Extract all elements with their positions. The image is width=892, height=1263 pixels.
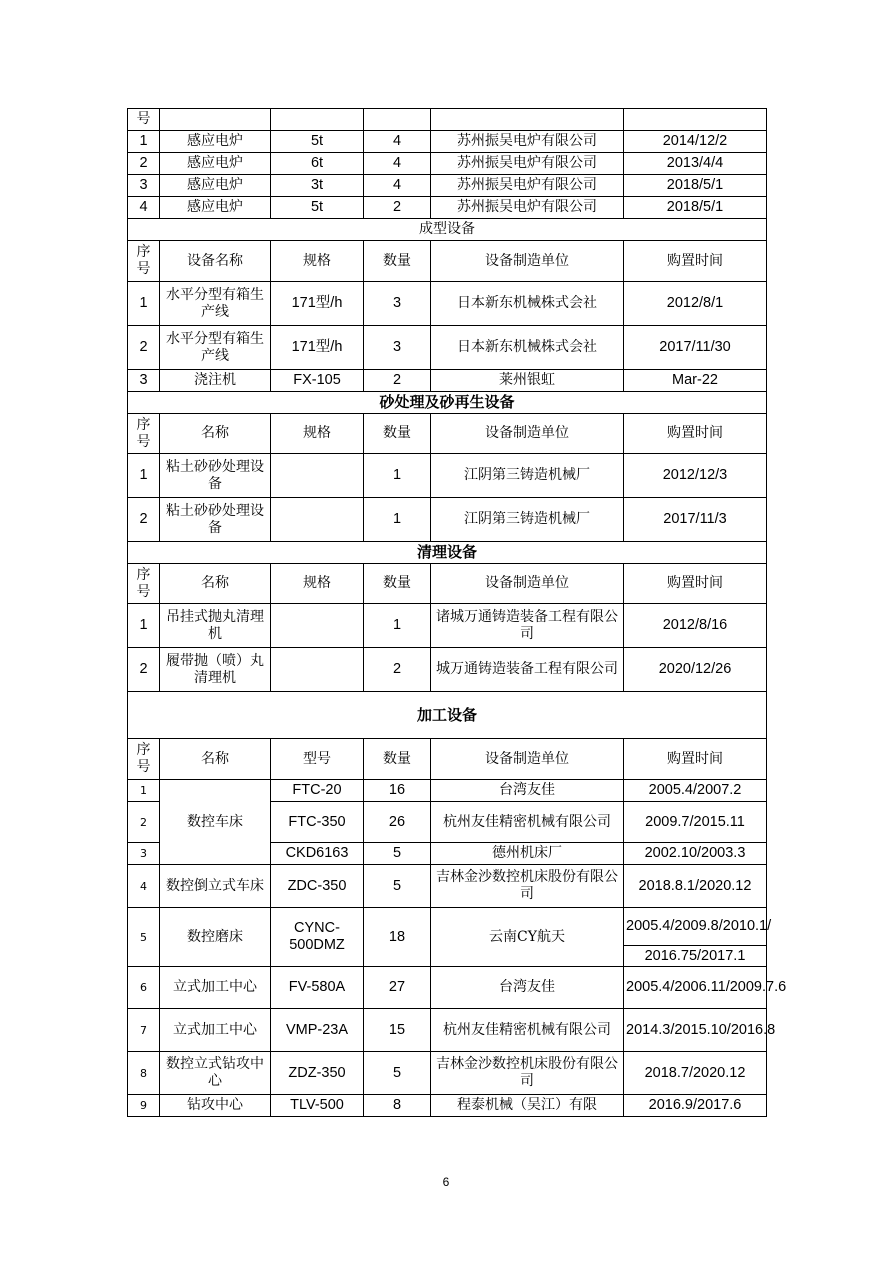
table-row: 5 数控磨床 CYNC-500DMZ 18 云南CY航天 2005.4/2009.8/2010.1/ bbox=[128, 908, 767, 946]
table-row: 2016.75/2017.1 bbox=[128, 946, 767, 967]
table-row: 2 感应电炉 6t 4 苏州振吴电炉有限公司 2013/4/4 bbox=[128, 153, 767, 175]
table-row: 1 吊挂式抛丸清理机 1 诸城万通铸造装备工程有限公司 2012/8/16 bbox=[128, 604, 767, 648]
table-row: 9 钻攻中心 TLV-500 8 程泰机械（吴江）有限 2016.9/2017.6 bbox=[128, 1095, 767, 1117]
table-row: 7 立式加工中心 VMP-23A 15 杭州友佳精密机械有限公司 2014.3/2015.10/2016.8 bbox=[128, 1009, 767, 1052]
table-row: 1 感应电炉 5t 4 苏州振吴电炉有限公司 2014/12/2 bbox=[128, 131, 767, 153]
header-row: 序号 名称 型号 数量 设备制造单位 购置时间 bbox=[128, 739, 767, 780]
equipment-table bbox=[127, 108, 787, 1117]
header-row: 序号 名称 规格 数量 设备制造单位 购置时间 bbox=[128, 414, 767, 454]
section-title-forming: 成型设备 bbox=[128, 219, 767, 241]
table-row: 1 粘土砂砂处理设备 1 江阴第三铸造机械厂 2012/12/3 bbox=[128, 454, 767, 498]
table-row: 号 bbox=[128, 109, 767, 131]
table-row: 4 感应电炉 5t 2 苏州振吴电炉有限公司 2018/5/1 bbox=[128, 197, 767, 219]
section-title-row bbox=[128, 692, 767, 739]
cnc-lathe-group: 数控车床 bbox=[160, 780, 271, 865]
table-row: 3 CKD6163 5 德州机床厂 2002.10/2003.3 bbox=[128, 843, 767, 865]
table-row: 6 立式加工中心 FV-580A 27 台湾友佳 2005.4/2006.11/2009.7.6 bbox=[128, 967, 767, 1009]
table-row: 2 FTC-350 26 杭州友佳精密机械有限公司 2009.7/2015.11 bbox=[128, 802, 767, 843]
section-title-row bbox=[128, 219, 767, 241]
section-title-machining: 加工设备 bbox=[128, 692, 767, 739]
table-row: 1 数控车床 FTC-20 16 台湾友佳 2005.4/2007.2 bbox=[128, 780, 767, 802]
header-row: 序号 设备名称 规格 数量 设备制造单位 购置时间 bbox=[128, 241, 767, 282]
section-title-row bbox=[128, 392, 767, 414]
table-row: 3 感应电炉 3t 4 苏州振吴电炉有限公司 2018/5/1 bbox=[128, 175, 767, 197]
table-row: 4 数控倒立式车床 ZDC-350 5 吉林金沙数控机床股份有限公司 2018.8.1/2020.12 bbox=[128, 865, 767, 908]
table-row: 1 水平分型有箱生产线 171型/h 3 日本新东机械株式会社 2012/8/1 bbox=[128, 282, 767, 326]
table-row: 2 水平分型有箱生产线 171型/h 3 日本新东机械株式会社 2017/11/30 bbox=[128, 326, 767, 370]
section-title-sand: 砂处理及砂再生设备 bbox=[128, 392, 767, 414]
page-number: 6 bbox=[442, 1175, 450, 1189]
header-row: 序号 名称 规格 数量 设备制造单位 购置时间 bbox=[128, 564, 767, 604]
table-row: 2 粘土砂砂处理设备 1 江阴第三铸造机械厂 2017/11/3 bbox=[128, 498, 767, 542]
table-row: 3 浇注机 FX-105 2 莱州银虹 Mar-22 bbox=[128, 370, 767, 392]
table-row: 2 履带抛（喷）丸清理机 2 城万通铸造装备工程有限公司 2020/12/26 bbox=[128, 648, 767, 692]
section-title-cleaning: 清理设备 bbox=[128, 542, 767, 564]
table-row: 8 数控立式钻攻中心 ZDZ-350 5 吉林金沙数控机床股份有限公司 2018.7/2020.12 bbox=[128, 1052, 767, 1095]
section-title-row bbox=[128, 542, 767, 564]
